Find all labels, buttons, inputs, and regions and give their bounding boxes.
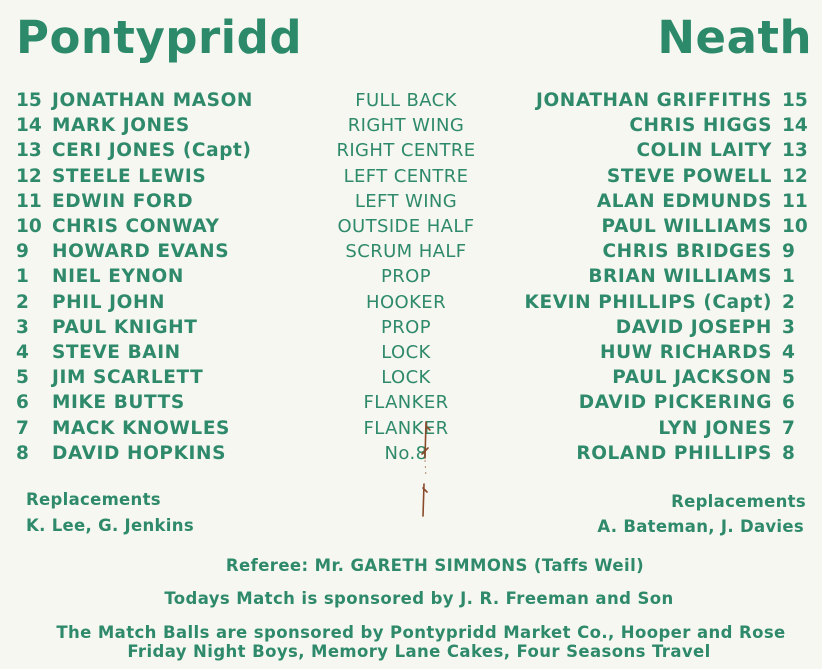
position-label: LEFT CENTRE bbox=[343, 165, 469, 187]
home-shirt-number: 8 bbox=[16, 442, 29, 464]
home-player-name: MACK KNOWLES bbox=[52, 417, 230, 439]
away-team-title: Neath bbox=[657, 11, 812, 64]
home-shirt-number: 9 bbox=[16, 241, 29, 263]
away-player-name: BRIAN WILLIAMS bbox=[588, 266, 772, 288]
away-shirt-number: 11 bbox=[782, 190, 808, 212]
home-replacements-names: K. Lee, G. Jenkins bbox=[26, 516, 194, 535]
home-shirt-number: 5 bbox=[16, 367, 29, 389]
position-label: PROP bbox=[381, 316, 431, 338]
away-shirt-number: 10 bbox=[782, 216, 808, 237]
home-player-name: DAVID HOPKINS bbox=[52, 442, 227, 464]
position-label: OUTSIDE HALF bbox=[337, 216, 475, 237]
home-player-name: JIM SCARLETT bbox=[52, 367, 204, 389]
home-shirt-number: 11 bbox=[16, 190, 42, 212]
away-player-name: KEVIN PHILLIPS (Capt) bbox=[524, 291, 772, 313]
roster-row bbox=[0, 189, 822, 214]
away-shirt-number: 8 bbox=[782, 442, 795, 464]
away-player-name: DAVID JOSEPH bbox=[615, 316, 772, 338]
roster-row bbox=[0, 441, 822, 466]
position-label: PROP bbox=[381, 266, 431, 288]
roster-row bbox=[0, 390, 822, 415]
roster-row bbox=[0, 315, 822, 340]
position-label: RIGHT CENTRE bbox=[336, 140, 476, 162]
away-shirt-number: 3 bbox=[782, 316, 795, 338]
match-balls-sponsor-line-1: The Match Balls are sponsored by Pontypridd Market Co., Hooper and Rose bbox=[56, 623, 786, 642]
home-player-name: STEELE LEWIS bbox=[52, 165, 207, 187]
match-balls-sponsor-line-2: Friday Night Boys, Memory Lane Cakes, Four Seasons Travel bbox=[127, 642, 711, 661]
away-shirt-number: 12 bbox=[782, 165, 808, 187]
pen-mark-icon bbox=[412, 418, 432, 518]
position-label: FLANKER bbox=[363, 392, 449, 414]
away-player-name: JONATHAN GRIFFITHS bbox=[535, 90, 772, 111]
home-player-name: CERI JONES (Capt) bbox=[52, 140, 252, 162]
away-shirt-number: 14 bbox=[782, 115, 808, 137]
away-player-name: PAUL WILLIAMS bbox=[601, 216, 772, 237]
position-label: LOCK bbox=[381, 342, 431, 363]
away-player-name: LYN JONES bbox=[658, 417, 772, 439]
away-shirt-number: 15 bbox=[782, 90, 808, 111]
home-player-name: EDWIN FORD bbox=[52, 190, 194, 212]
away-shirt-number: 5 bbox=[782, 367, 795, 389]
roster-row bbox=[0, 138, 822, 163]
position-label: HOOKER bbox=[366, 291, 446, 313]
referee-line: Referee: Mr. GARETH SIMMONS (Taffs Weil) bbox=[225, 556, 645, 575]
roster-row bbox=[0, 290, 822, 315]
home-player-name: HOWARD EVANS bbox=[52, 241, 230, 263]
home-shirt-number: 3 bbox=[16, 316, 29, 338]
roster-row bbox=[0, 264, 822, 289]
home-player-name: NIEL EYNON bbox=[52, 266, 184, 288]
roster-row bbox=[0, 164, 822, 189]
home-shirt-number: 10 bbox=[16, 216, 42, 237]
roster-row bbox=[0, 365, 822, 390]
home-player-name: MARK JONES bbox=[52, 115, 190, 137]
home-team-title: Pontypridd bbox=[16, 11, 303, 64]
roster-row bbox=[0, 239, 822, 264]
away-player-name: ROLAND PHILLIPS bbox=[576, 442, 772, 464]
home-player-name: MIKE BUTTS bbox=[52, 392, 185, 414]
position-label: LOCK bbox=[381, 367, 431, 389]
away-shirt-number: 2 bbox=[782, 291, 795, 313]
home-shirt-number: 7 bbox=[16, 417, 29, 439]
away-player-name: STEVE POWELL bbox=[606, 165, 772, 187]
home-player-name: JONATHAN MASON bbox=[52, 90, 253, 111]
away-player-name: PAUL JACKSON bbox=[612, 367, 772, 389]
home-player-name: PAUL KNIGHT bbox=[52, 316, 198, 338]
home-shirt-number: 12 bbox=[16, 165, 42, 187]
away-shirt-number: 13 bbox=[782, 140, 808, 162]
home-replacements-label: Replacements bbox=[26, 490, 161, 509]
away-shirt-number: 1 bbox=[782, 266, 795, 288]
home-shirt-number: 2 bbox=[16, 291, 29, 313]
away-shirt-number: 6 bbox=[782, 392, 795, 414]
position-label: SCRUM HALF bbox=[345, 241, 467, 263]
home-player-name: STEVE BAIN bbox=[52, 342, 181, 363]
away-player-name: DAVID PICKERING bbox=[578, 392, 772, 414]
home-shirt-number: 4 bbox=[16, 342, 29, 363]
home-player-name: PHIL JOHN bbox=[52, 291, 166, 313]
roster-row bbox=[0, 113, 822, 138]
roster-row bbox=[0, 416, 822, 441]
roster-row bbox=[0, 214, 822, 239]
home-shirt-number: 13 bbox=[16, 140, 42, 162]
home-shirt-number: 1 bbox=[16, 266, 29, 288]
position-label: FULL BACK bbox=[355, 90, 457, 111]
position-label: No.8 bbox=[384, 442, 428, 464]
position-label: LEFT WING bbox=[354, 190, 458, 212]
away-replacements-label: Replacements bbox=[671, 492, 806, 511]
away-player-name: CHRIS HIGGS bbox=[629, 115, 772, 137]
position-label: RIGHT WING bbox=[347, 115, 465, 137]
home-player-name: CHRIS CONWAY bbox=[52, 216, 220, 237]
roster-row bbox=[0, 88, 822, 113]
away-shirt-number: 7 bbox=[782, 417, 795, 439]
away-player-name: COLIN LAITY bbox=[636, 140, 772, 162]
home-shirt-number: 14 bbox=[16, 115, 42, 137]
away-player-name: ALAN EDMUNDS bbox=[596, 190, 772, 212]
position-label: FLANKER bbox=[363, 417, 449, 439]
home-shirt-number: 15 bbox=[16, 90, 42, 111]
match-sponsor-line: Todays Match is sponsored by J. R. Freeman and Son bbox=[164, 589, 674, 608]
away-player-name: CHRIS BRIDGES bbox=[602, 241, 772, 263]
roster-row bbox=[0, 340, 822, 365]
away-shirt-number: 4 bbox=[782, 342, 795, 363]
away-shirt-number: 9 bbox=[782, 241, 795, 263]
home-shirt-number: 6 bbox=[16, 392, 29, 414]
away-player-name: HUW RICHARDS bbox=[600, 342, 772, 363]
away-replacements-names: A. Bateman, J. Davies bbox=[597, 517, 804, 536]
